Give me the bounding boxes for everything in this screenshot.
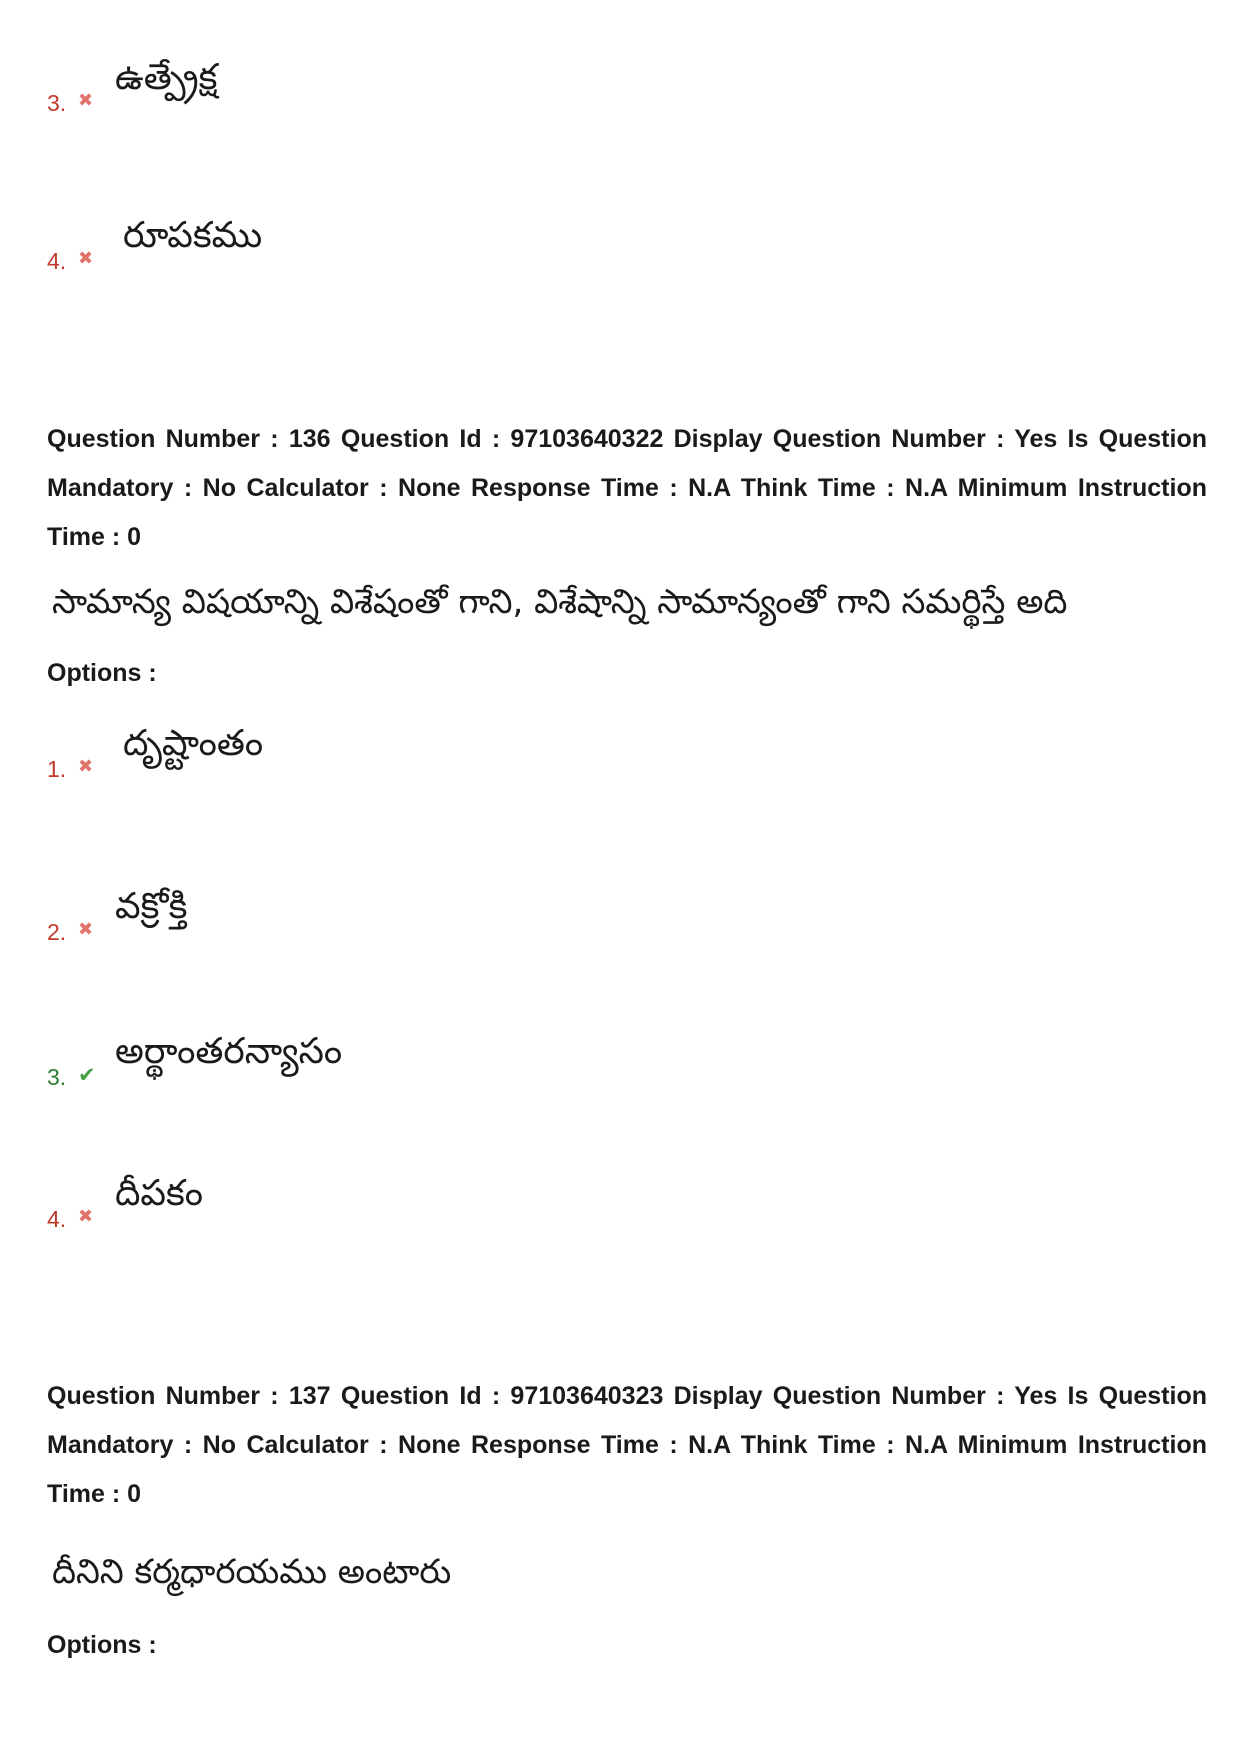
option-text: వక్రోక్తి	[115, 886, 188, 927]
q136-option-3	[47, 1030, 647, 1090]
cross-icon: ✖	[78, 248, 94, 269]
options-label-136: Options :	[47, 659, 157, 687]
check-icon: ✔	[78, 1063, 96, 1087]
q136-option-1	[47, 722, 647, 782]
option-number: 3.	[47, 1064, 67, 1090]
prev-option-4	[47, 214, 647, 274]
option-text: అర్థాంతరన్యాసం	[115, 1031, 343, 1072]
q136-option-4	[47, 1172, 647, 1232]
prev-option-3	[47, 56, 647, 116]
option-number: 4.	[47, 248, 67, 274]
cross-icon: ✖	[78, 90, 94, 111]
option-number: 2.	[47, 919, 67, 945]
option-number: 4.	[47, 1206, 67, 1232]
question-text-136: సామాన్య విషయాన్ని విశేషంతో గాని, విశేషాన్ని సామాన్యంతో గాని సమర్థిస్తే అది	[52, 582, 1068, 622]
option-text: దీపకం	[115, 1173, 204, 1214]
cross-icon: ✖	[78, 756, 94, 777]
question-text-137: దీనిని కర్మధారయము అంటారు	[52, 1552, 452, 1592]
option-text: రూపకము	[123, 215, 263, 256]
cross-icon: ✖	[78, 919, 94, 940]
question-meta-137: Question Number : 137 Question Id : 97103640323 Display Question Number : Yes Is Question Mandatory : No Calculator : None Response Time : N.A Think Time : N.A Minimum Instruction Time : 0	[47, 1382, 1207, 1508]
option-text: ఉత్ప్రేక్ష	[115, 57, 218, 98]
question-meta-136: Question Number : 136 Question Id : 97103640322 Display Question Number : Yes Is Question Mandatory : No Calculator : None Response Time : N.A Think Time : N.A Minimum Instruction Time : 0	[47, 425, 1207, 551]
options-label-137: Options :	[47, 1631, 157, 1659]
cross-icon: ✖	[78, 1206, 94, 1227]
option-text: దృష్టాంతం	[123, 723, 264, 764]
option-number: 1.	[47, 756, 67, 782]
q136-option-2	[47, 885, 647, 945]
option-number: 3.	[47, 90, 67, 116]
